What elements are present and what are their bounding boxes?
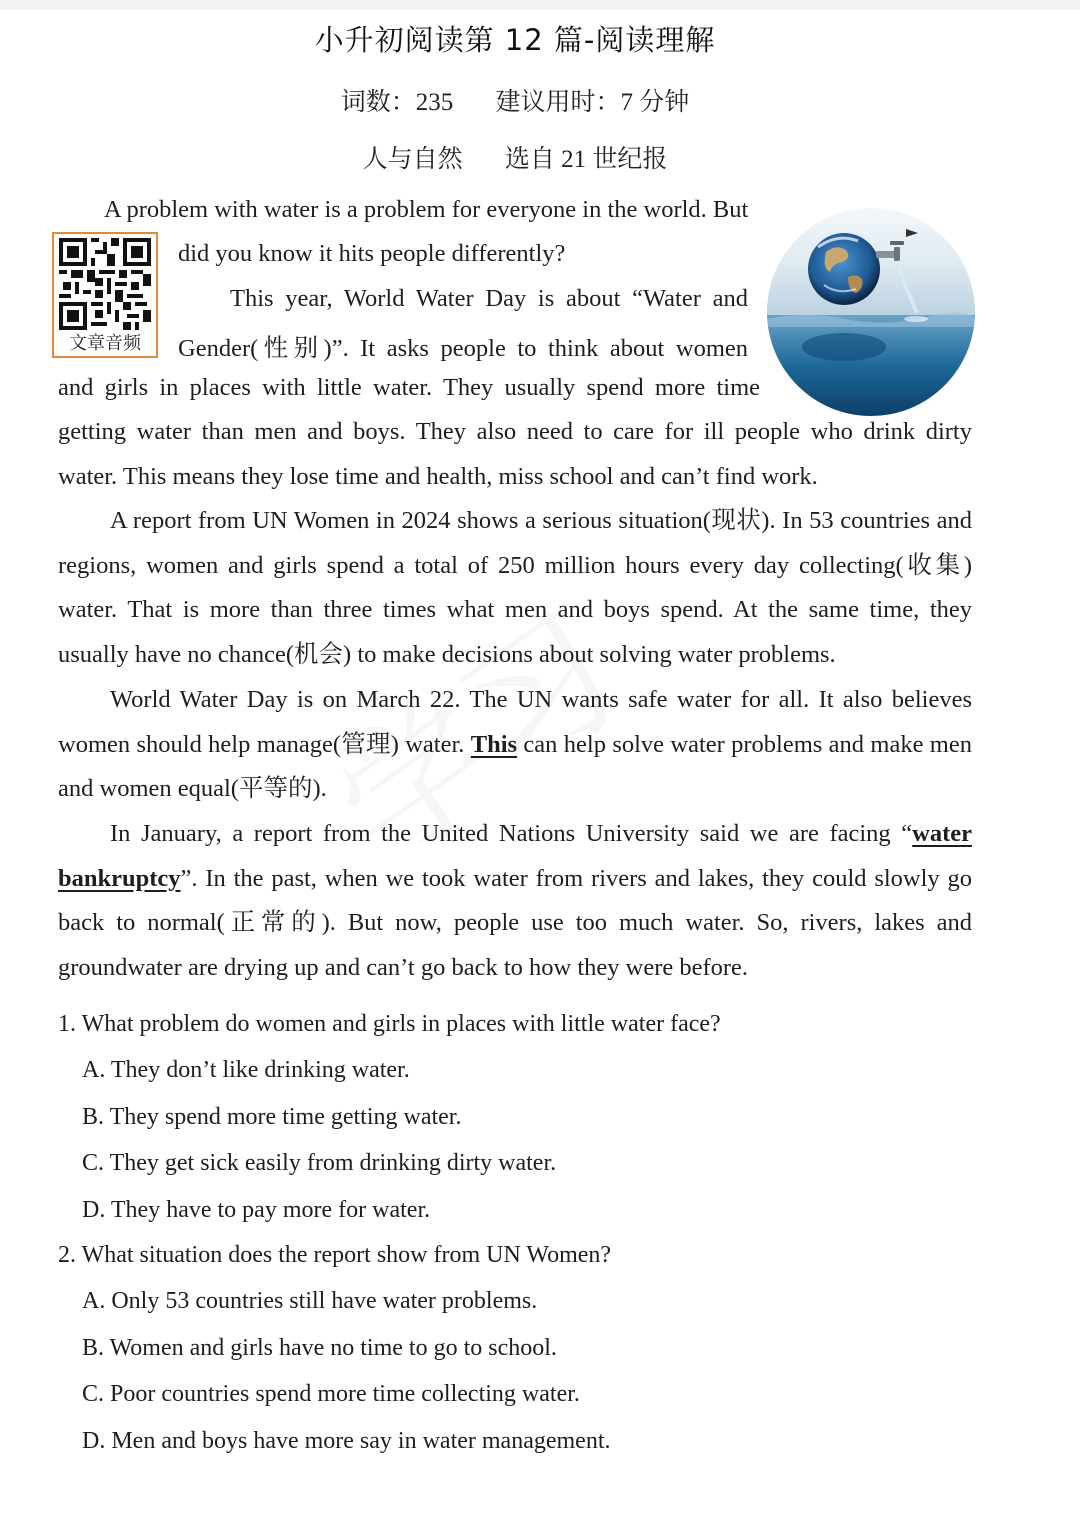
passage-text: World Water Day is on March 22. The UN wants safe water for all. It also believes women should help manage(管理) water. [58, 686, 972, 758]
answer-option[interactable]: A. Only 53 countries still have water problems. [82, 1288, 538, 1314]
meta-line [0, 82, 1030, 118]
topic-line [0, 139, 1030, 175]
passage-line: This year, World Water Day is about “Water and [230, 285, 748, 312]
underlined-phrase-water-bankruptcy: water bankruptcy [58, 820, 972, 892]
passage-line: Gender(性别)”. It asks people to think about women [178, 335, 748, 362]
question-stem: 2. What situation does the report show from UN Women? [58, 1242, 612, 1268]
passage-line: and girls in places with little water. They usually spend more time [58, 374, 760, 401]
suggested-time: 建议用时：7 分钟 [495, 89, 690, 116]
passage-paragraph [58, 812, 972, 990]
answer-option[interactable]: D. They have to pay more for water. [82, 1197, 431, 1223]
topic: 人与自然 [362, 146, 463, 173]
qr-code-box[interactable] [52, 232, 158, 358]
passage-text: ”. In the past, when we took water from rivers and lakes, they could slowly go back to normal(正常的). But now, people use too much water. So, rivers, lakes and groundwater are drying up and can’t go back to how they were before. [58, 864, 972, 981]
passage-line: getting water than men and boys. They also need to care for ill people who drink dirty [58, 418, 972, 445]
top-bar [0, 0, 1080, 10]
passage-text: In January, a report from the United Nations University said we are facing “ [110, 820, 913, 847]
page-title: 小升初阅读第 12 篇-阅读理解 [314, 23, 716, 57]
passage-line: did you know it hits people differently? [178, 240, 566, 267]
question-stem: 1. What problem do women and girls in places with little water face? [58, 1011, 721, 1037]
qr-label: 文章音频 [69, 333, 141, 354]
answer-option[interactable]: C. They get sick easily from drinking dirty water. [82, 1150, 557, 1176]
answer-option[interactable]: C. Poor countries spend more time collecting water. [82, 1381, 580, 1407]
passage-text: can help solve water problems and make men and women equal(平等的). [58, 730, 972, 803]
passage-line: A problem with water is a problem for everyone in the world. But [104, 196, 749, 223]
passage-line: water. This means they lose time and health, miss school and can’t find work. [58, 463, 818, 490]
answer-option[interactable]: B. They spend more time getting water. [82, 1104, 462, 1130]
underlined-word-this: This [470, 730, 518, 758]
globe-faucet-image [766, 207, 976, 417]
passage-paragraph [58, 678, 972, 812]
source: 选自 21 世纪报 [504, 146, 668, 173]
answer-option[interactable]: B. Women and girls have no time to go to school. [82, 1335, 557, 1361]
qr-code-icon [59, 238, 151, 330]
answer-option[interactable]: A. They don’t like drinking water. [82, 1057, 410, 1083]
word-count: 词数：235 [340, 89, 454, 116]
passage-paragraph: A report from UN Women in 2024 shows a serious situation(现状). In 53 countries and regions, women and girls spend a total of 250 million hours every day collecting(收集) water. That is more than three times what men and boys spend. At the same time, they usually have no chance(机会) to make decisions about solving water problems. [58, 507, 972, 668]
answer-option[interactable]: D. Men and boys have more say in water management. [82, 1428, 611, 1454]
